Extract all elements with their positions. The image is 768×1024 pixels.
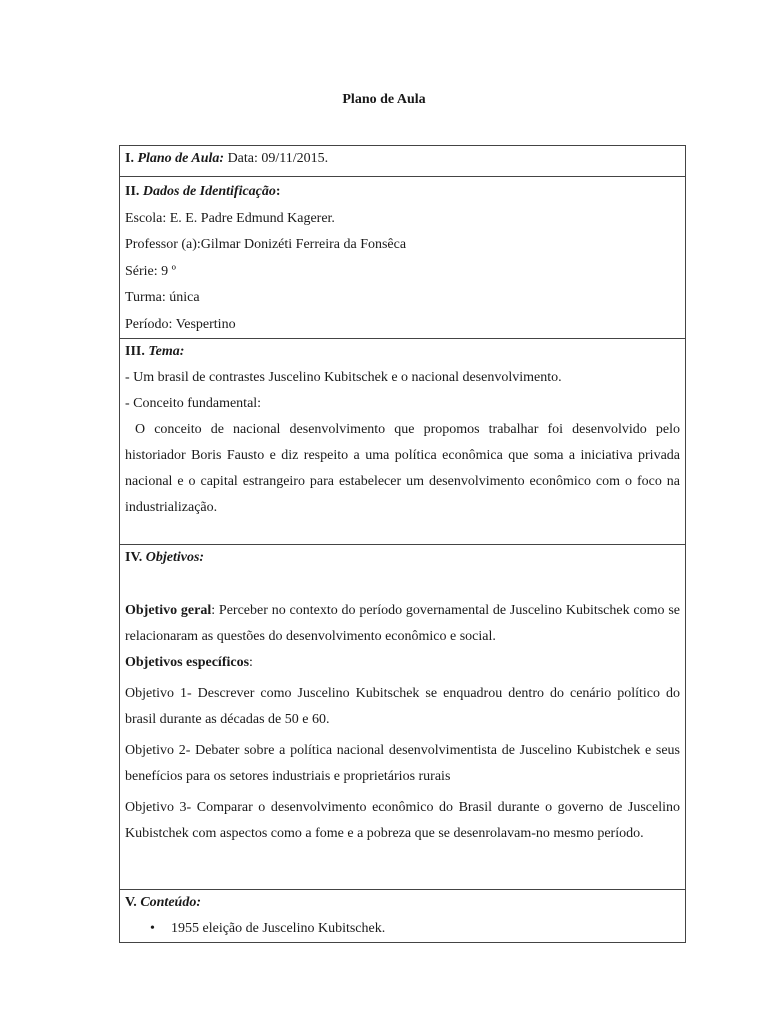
document-title: Plano de Aula xyxy=(342,92,426,107)
period-line: Período: Vespertino xyxy=(125,316,236,332)
general-objective-text: : Perceber no contexto do período governamental de Juscelino Kubitschek como se relacionaram as questões do desenvolvimento econômico e social. xyxy=(125,603,680,644)
section-2-cell xyxy=(120,177,686,339)
class-line: Turma: única xyxy=(125,290,200,305)
content-item-text: 1955 eleição de Juscelino Kubitschek. xyxy=(171,921,386,936)
section-1-label: Plano de Aula: xyxy=(137,151,225,166)
general-objective xyxy=(125,598,680,650)
section-4-heading xyxy=(125,545,680,571)
objective-2: Objetivo 2- Debater sobre a política nacional desenvolvimentista de Juscelino Kubistchek e seus benefícios para os setores industriais e proprietários rurais xyxy=(125,743,680,784)
section-3-heading xyxy=(125,339,680,365)
teacher-line: Professor (a):Gilmar Donizéti Ferreira da Fonsêca xyxy=(125,237,407,252)
general-objective-label: Objetivo geral xyxy=(125,603,212,618)
section-5-heading xyxy=(125,890,680,916)
section-1-numeral: I. xyxy=(125,151,134,166)
lesson-plan-table xyxy=(119,145,686,943)
section-2-heading xyxy=(125,179,680,206)
grade-line: Série: 9 º xyxy=(125,263,176,279)
specific-objectives-label: Objetivos específicos xyxy=(125,655,250,670)
content-list xyxy=(125,916,680,942)
section-1-row xyxy=(120,146,686,177)
concept-paragraph: O conceito de nacional desenvolvimento que propomos trabalhar foi desenvolvido pelo historiador Boris Fausto e diz respeito a uma política econômica que soma a iniciativa privada nacional e o capital estrangeiro para estabelecer um desenvolvimento econômico com o foco na industrialização. xyxy=(125,422,680,515)
section-5-row xyxy=(120,890,686,943)
section-3-row xyxy=(120,339,686,545)
bullet-icon: • xyxy=(150,921,155,936)
section-3-cell xyxy=(120,339,686,545)
section-3-numeral: III. xyxy=(125,344,145,359)
specific-objectives-colon: : xyxy=(249,655,253,670)
objective-3: Objetivo 3- Comparar o desenvolvimento econômico do Brasil durante o governo de Juscelino Kubistchek com aspectos como a fome e a pobreza que se desenrolavam-no mesmo período. xyxy=(125,800,680,841)
section-3-label: Tema: xyxy=(148,344,185,359)
section-5-label: Conteúdo: xyxy=(140,895,201,910)
section-2-row xyxy=(120,177,686,339)
section-2-colon: : xyxy=(275,184,281,199)
section-1-date: Data: 09/11/2015. xyxy=(224,151,329,166)
list-item xyxy=(150,916,680,942)
theme-line: - Um brasil de contrastes Juscelino Kubitschek e o nacional desenvolvimento. xyxy=(125,370,562,385)
section-2-label: Dados de Identificação xyxy=(142,184,276,199)
objective-1: Objetivo 1- Descrever como Juscelino Kubitschek se enquadrou dentro do cenário político do brasil durante as décadas de 50 e 60. xyxy=(125,686,680,727)
section-1-cell xyxy=(120,146,686,177)
section-5-cell xyxy=(120,890,686,943)
section-4-numeral: IV. xyxy=(125,550,143,565)
section-4-row xyxy=(120,545,686,890)
section-4-cell xyxy=(120,545,686,890)
school-line: Escola: E. E. Padre Edmund Kagerer. xyxy=(125,210,335,226)
section-5-numeral: V. xyxy=(125,895,137,910)
concept-heading: - Conceito fundamental: xyxy=(125,396,262,411)
section-2-numeral: II. xyxy=(125,184,140,199)
specific-objectives-heading xyxy=(125,650,680,676)
section-4-label: Objetivos: xyxy=(145,550,205,565)
